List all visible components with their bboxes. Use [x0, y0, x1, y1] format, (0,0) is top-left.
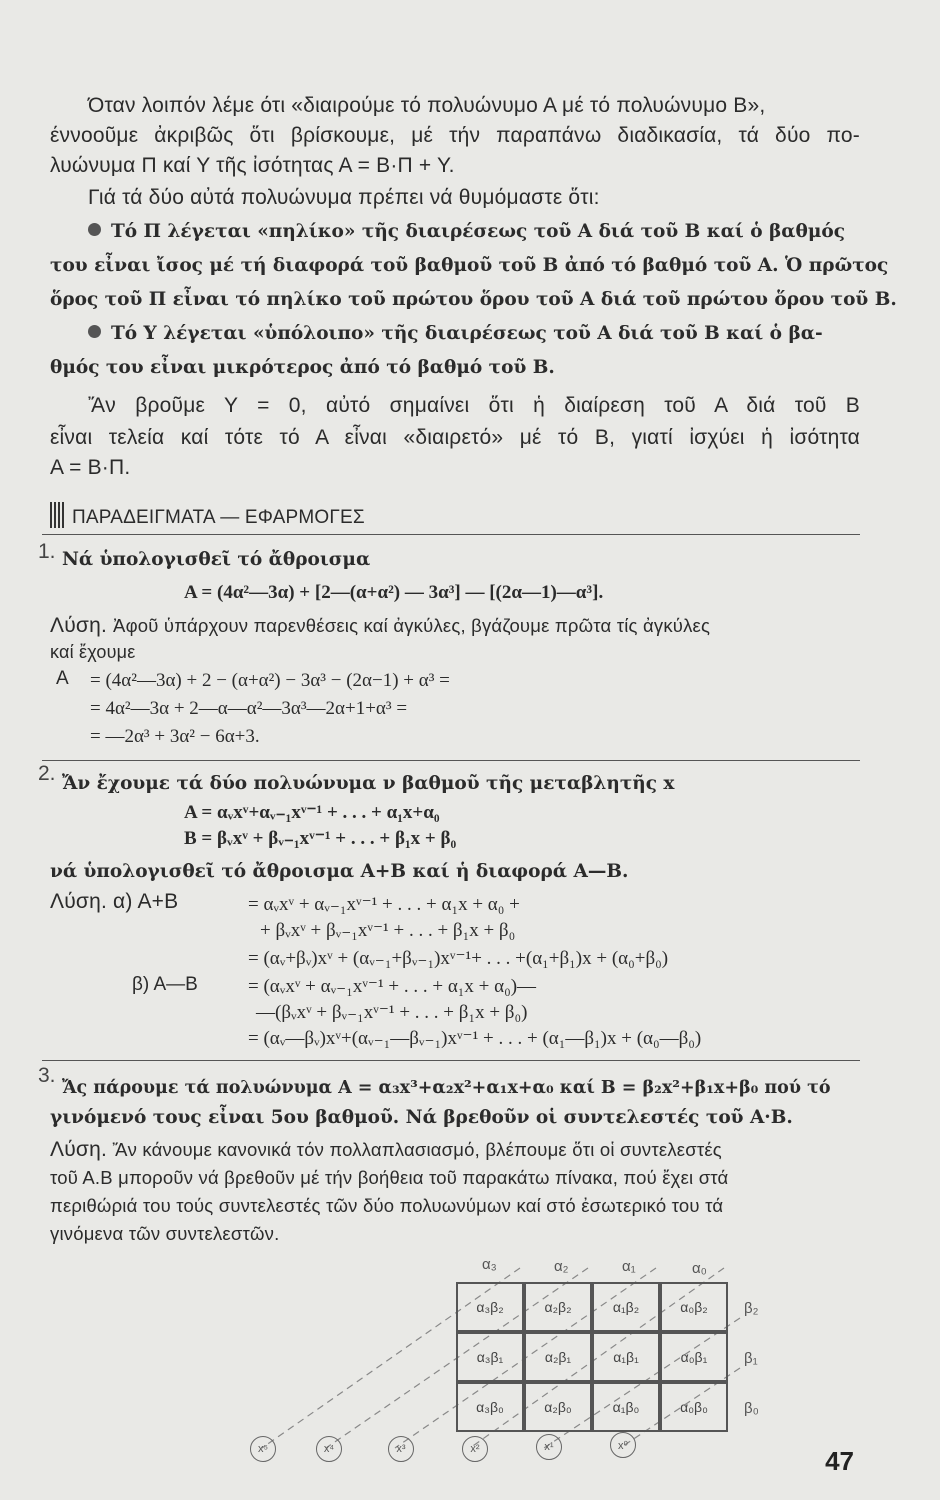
remark-line-3: Α = Β·Π.: [50, 456, 131, 479]
intro-line-2: έννοοῦμε ἀκριβῶς ὅτι βρίσκουμε, μέ τήν παραπάνω διαδικασία, τά δύο πο-: [50, 124, 860, 147]
bullet-quotient-line-1: Τό Π λέγεται «πηλίκο» τῆς διαιρέσεως τοῦ Α διά τοῦ Β καί ὁ βαθμός: [50, 218, 860, 246]
example-2-statement: Ἄν ἔχουμε τά δύο πολυώνυμα ν βαθμοῦ τῆς μεταβλητῆς x: [62, 773, 675, 794]
table-top-a0: α₀: [692, 1260, 707, 1277]
example-2-poly-a: Α = αᵥxᵛ+αᵥ₋₁xᵛ⁻¹ + . . . + α₁x+α₀: [184, 802, 440, 823]
example-2-number: 2.: [38, 762, 56, 785]
section-title: ΠΑΡΑΔΕΙΓΜΑΤΑ — ΕΦΑΡΜΟΓΕΣ: [50, 502, 860, 532]
power-x0-circle: x⁰: [610, 1432, 636, 1458]
example-2-diff-label: β) Α—Β: [132, 974, 198, 995]
example-1-number: 1.: [38, 540, 56, 563]
bullet-remainder-line-1: Τό Υ λέγεται «ὑπόλοιπο» τῆς διαιρέσεως τοῦ Α διά τοῦ Β καί ὁ βα-: [50, 320, 860, 348]
intro-line-4: Γιά τά δύο αὐτά πολυώνυμα πρέπει νά θυμόμαστε ὅτι:: [88, 186, 600, 209]
table-right-b0: β₀: [744, 1400, 759, 1417]
intro-line-1: Όταν λοιπόν λέμε ότι «διαιρούμε τό πολυώνυμο Α μέ τό πολυώνυμο Β»,: [88, 94, 766, 117]
power-x4-circle: x⁴: [316, 1436, 342, 1462]
example-3-number: 3.: [38, 1064, 56, 1087]
example-1-a-label: Α: [56, 668, 69, 689]
solution-label: Λύση.: [50, 614, 107, 637]
example-2-diff-2: —(βᵥxᵛ + βᵥ₋₁xᵛ⁻¹ + . . . + β₁x + β₀): [256, 1002, 528, 1023]
table-top-a1: α₁: [622, 1258, 636, 1275]
table-cell: α₀β₂: [660, 1282, 728, 1332]
table-cell: α₂β₀: [524, 1382, 592, 1432]
bullet-remainder-line-2: θμός του εἶναι μικρότερος ἀπό τό βαθμό τοῦ Β.: [50, 357, 555, 378]
example-3-statement-1: Ἄς πάρουμε τά πολυώνυμα Α = α₃x³+α₂x²+α₁x+α₀ καί Β = β₂x²+β₁x+β₀ πού τό: [62, 1078, 831, 1098]
table-cell: α₃β₂: [456, 1282, 524, 1332]
solution-label: Λύση.: [50, 1138, 107, 1161]
example-1-solution: Λύση. Ἀφοῦ ὑπάρχουν παρενθέσεις καί ἀγκύλες, βγάζουμε πρῶτα τίς ἀγκύλες: [50, 614, 711, 637]
table-cell: α₃β₀: [456, 1382, 524, 1432]
example-2-diff-1: = (αᵥxᵛ + αᵥ₋₁xᵛ⁻¹ + . . . + α₁x + α₀)—: [248, 976, 537, 997]
table-cell: α₁β₂: [592, 1282, 660, 1332]
table-top-a2: α₂: [554, 1258, 569, 1275]
example-1-statement: Νά ὑπολογισθεῖ τό ἄθροισμα: [62, 549, 371, 570]
example-2-diff-3: = (αᵥ—βᵥ)xᵛ+(αᵥ₋₁—βᵥ₋₁)xᵛ⁻¹ + . . . + (α₁—β₁)x + (α₀—β₀): [248, 1028, 702, 1049]
example-2-solution: Λύση. α) Α+Β: [50, 890, 179, 913]
remark-line-1: Ἄν βροῦμε Υ = 0, αὐτό σημαίνει ὅτι ἡ διαίρεση τοῦ Α διά τοῦ Β: [88, 394, 860, 417]
power-x3-circle: x³: [388, 1436, 414, 1462]
bullet-quotient-line-3: ὅρος τοῦ Π εἶναι τό πηλίκο τοῦ πρώτου ὅρου τοῦ Α διά τοῦ πρώτου ὅρου τοῦ Β.: [50, 289, 897, 310]
power-x5-circle: x⁵: [250, 1436, 276, 1462]
table-top-a3: α₃: [482, 1256, 497, 1273]
example-1-step-2: = 4α²—3α + 2—α—α²—3α³—2α+1+α³ =: [90, 698, 408, 719]
table-cell: α₂β₂: [524, 1282, 592, 1332]
example-1-formula: Α = (4α²—3α) + [2—(α+α²) — 3α³] — [(2α—1)—α³].: [184, 582, 604, 603]
table-cell: α₁β₀: [592, 1382, 660, 1432]
table-right-b2: β₂: [744, 1300, 759, 1317]
example-2-sum-1: = αᵥxᵛ + αᵥ₋₁xᵛ⁻¹ + . . . + α₁x + α₀ +: [248, 894, 520, 915]
table-cell: α₀β₀: [660, 1382, 728, 1432]
example-3-solution-3: περιθώριά του τούς συντελεστές τῶν δύο πολυωνύμων καί στό ἐσωτερικό του τά: [50, 1195, 724, 1216]
table-right-b1: β₁: [744, 1350, 758, 1367]
example-3-solution-1: Λύση. Ἄν κάνουμε κανονικά τόν πολλαπλασιασμό, βλέπουμε ὅτι οἱ συντελεστές: [50, 1138, 722, 1161]
power-x1-circle: x¹: [536, 1434, 562, 1460]
example-1-step-3: = —2α³ + 3α² − 6α+3.: [90, 726, 260, 747]
example-1-solution-line-2: καί ἔχουμε: [50, 642, 136, 662]
remark-line-2: εἶναι τελεία καί τότε τό Α εἶναι «διαιρετό» μέ τό Β, γιατί ἰσχύει ἡ ἰσότητα: [50, 426, 860, 449]
bullet-quotient-line-2: του εἶναι ἴσος μέ τή διαφορά τοῦ βαθμοῦ τοῦ Β ἀπό τό βαθμό τοῦ Α. Ὁ πρῶτος: [50, 255, 889, 276]
example-3-statement-2: γινόμενό τους εἶναι 5ου βαθμοῦ. Νά βρεθοῦν οἱ συντελεστές τοῦ Α·Β.: [50, 1107, 793, 1128]
solution-label: Λύση.: [50, 890, 107, 913]
table-cell: α₂β₁: [524, 1332, 592, 1382]
example-2-sum-3: = (αᵥ+βᵥ)xᵛ + (αᵥ₋₁+βᵥ₋₁)xᵛ⁻¹+ . . . +(α₁+β₁)x + (α₀+β₀): [248, 948, 669, 969]
example-3-solution-2: τοῦ Α.Β μποροῦν νά βρεθοῦν μέ τήν βοήθεια τοῦ παρακάτω πίνακα, πού ἔχει στά: [50, 1167, 729, 1188]
example-1-step-1: = (4α²—3α) + 2 − (α+α²) − 3α³ − (2α−1) + α³ =: [90, 670, 450, 691]
table-cell: α₀β₁: [660, 1332, 728, 1382]
table-cell: α₁β₁: [592, 1332, 660, 1382]
table-cell: α₃β₁: [456, 1332, 524, 1382]
example-3-solution-4: γινόμενα τῶν συντελεστῶν.: [50, 1223, 280, 1244]
example-2-poly-b: Β = βᵥxᵛ + βᵥ₋₁xᵛ⁻¹ + . . . + β₁x + β₀: [184, 828, 457, 849]
power-x2-circle: x²: [462, 1436, 488, 1462]
example-2-task: νά ὑπολογισθεῖ τό ἄθροισμα Α+Β καί ἡ διαφορά Α—Β.: [50, 861, 629, 882]
example-2-sum-2: + βᵥxᵛ + βᵥ₋₁xᵛ⁻¹ + . . . + β₁x + β₀: [260, 920, 516, 941]
page-number: 47: [825, 1446, 854, 1476]
intro-line-3: λυώνυμα Π καί Υ τῆς ἰσότητας Α = Β·Π + Υ.: [50, 154, 455, 177]
